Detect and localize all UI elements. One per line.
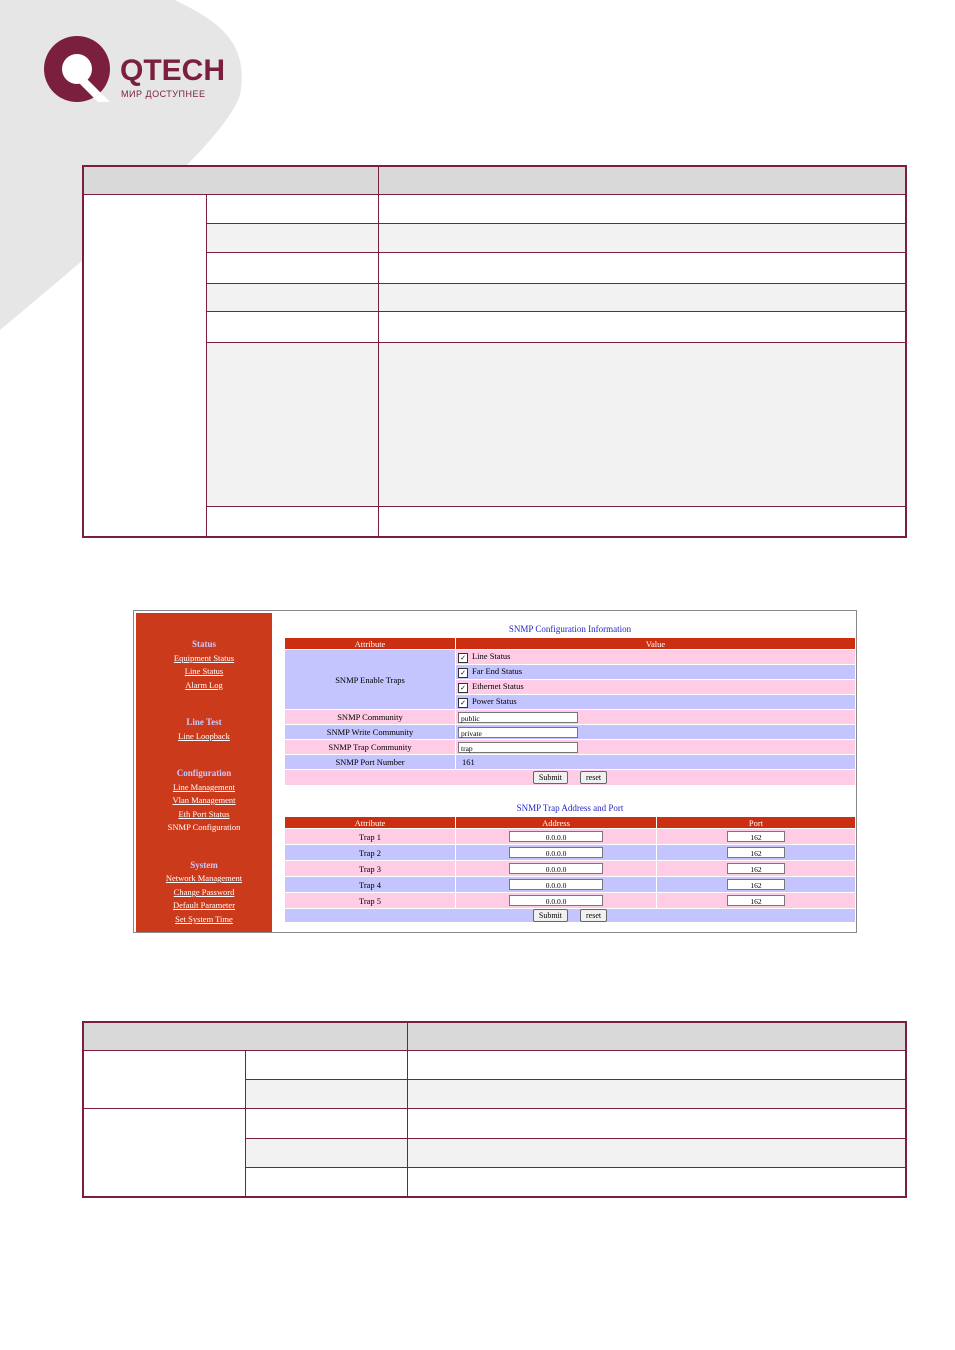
trap-option-ethernet-status[interactable] <box>456 680 855 694</box>
trap-option-power-status[interactable] <box>456 695 855 709</box>
trap-reset-button[interactable]: reset <box>580 909 607 922</box>
trap-option-label: Line Status <box>472 651 511 662</box>
submit-button[interactable]: Submit <box>533 771 568 784</box>
trap-actions <box>285 909 855 922</box>
snmp-config-screenshot <box>133 610 857 933</box>
sidebar-section-status: Status <box>191 639 216 649</box>
sidebar-link-line-status[interactable]: Line Status <box>184 666 224 676</box>
table-header-cell <box>378 166 906 195</box>
sidebar-link-default-parameter[interactable]: Default Parameter <box>172 900 236 910</box>
table-group-cell <box>83 1109 245 1197</box>
table-header-cell <box>83 1022 407 1051</box>
trap-row <box>285 893 855 908</box>
snmp-config-title: SNMP Configuration Information <box>508 624 632 634</box>
trap-option-label: Far End Status <box>472 666 523 677</box>
table-cell <box>206 224 378 253</box>
trap-address-input[interactable]: 0.0.0.0 <box>509 831 603 842</box>
sidebar-section-line-test: Line Test <box>186 717 222 727</box>
reset-button[interactable]: reset <box>580 771 607 784</box>
enable-traps-label: SNMP Enable Traps <box>285 650 455 709</box>
table-cell <box>378 195 906 224</box>
column-header-attribute: Attribute <box>285 638 455 649</box>
qtech-logo-mark-icon <box>40 32 120 112</box>
table-cell <box>245 1080 407 1109</box>
trap-port-input[interactable]: 162 <box>727 863 785 874</box>
trap-address-input[interactable]: 0.0.0.0 <box>509 863 603 874</box>
brand-tagline: МИР ДОСТУПНЕЕ <box>121 89 206 99</box>
sidebar-link-alarm-log[interactable]: Alarm Log <box>185 680 223 690</box>
trap-label: Trap 4 <box>358 879 382 890</box>
table-cell <box>206 195 378 224</box>
table-group-cell <box>83 195 206 537</box>
port-number-label: SNMP Port Number <box>335 757 405 767</box>
snmp-config-table <box>284 637 856 786</box>
checkbox-checked-icon[interactable]: ✓ <box>458 668 468 678</box>
table-cell <box>378 284 906 312</box>
trap-address-input[interactable]: 0.0.0.0 <box>509 847 603 858</box>
snmp-actions <box>285 770 855 785</box>
table-cell <box>407 1168 906 1197</box>
table-cell <box>245 1168 407 1197</box>
community-label: SNMP Community <box>337 712 403 722</box>
trap-label: Trap 2 <box>358 847 382 858</box>
trap-port-input[interactable]: 162 <box>727 895 785 906</box>
trap-table-title: SNMP Trap Address and Port <box>516 803 624 813</box>
sidebar-section-system: System <box>190 860 218 870</box>
sidebar-link-line-management[interactable]: Line Management <box>172 782 236 792</box>
document-table-1 <box>82 165 907 538</box>
trap-address-input[interactable]: 0.0.0.0 <box>509 879 603 890</box>
trap-row <box>285 861 855 876</box>
checkbox-checked-icon[interactable]: ✓ <box>458 683 468 693</box>
trap-option-label: Ethernet Status <box>472 681 524 692</box>
table-cell <box>378 507 906 537</box>
table-header-cell <box>407 1022 906 1051</box>
column-header-port: Port <box>657 817 855 828</box>
trap-submit-button[interactable]: Submit <box>533 909 568 922</box>
table-cell <box>407 1109 906 1139</box>
table-cell <box>378 343 906 507</box>
community-input[interactable]: public <box>458 712 578 723</box>
sidebar-link-vlan-management[interactable]: Vlan Management <box>172 795 236 805</box>
trap-label: Trap 1 <box>358 831 382 842</box>
port-number-value: 161 <box>462 757 475 767</box>
table-cell <box>407 1051 906 1080</box>
trap-address-table <box>284 816 856 923</box>
write-community-label: SNMP Write Community <box>326 727 414 737</box>
trap-address-input[interactable]: 0.0.0.0 <box>509 895 603 906</box>
table-header-cell <box>83 166 378 195</box>
snmp-main-panel <box>284 611 856 932</box>
brand-name: QTECH <box>120 54 225 87</box>
sidebar-link-network-management[interactable]: Network Management <box>165 873 243 883</box>
document-table-2 <box>82 1021 907 1198</box>
sidebar-link-snmp-configuration[interactable]: SNMP Configuration <box>167 822 241 832</box>
trap-option-far-end-status[interactable] <box>456 665 855 679</box>
trap-port-input[interactable]: 162 <box>727 847 785 858</box>
trap-option-label: Power Status <box>472 696 517 707</box>
table-cell <box>407 1080 906 1109</box>
table-cell <box>407 1139 906 1168</box>
table-cell <box>245 1109 407 1139</box>
sidebar-link-equipment-status[interactable]: Equipment Status <box>173 653 235 663</box>
sidebar-link-eth-port-status[interactable]: Eth Port Status <box>178 809 230 819</box>
sidebar-menu <box>136 613 272 933</box>
sidebar-link-set-system-time[interactable]: Set System Time <box>175 914 233 924</box>
table-group-cell <box>83 1051 245 1109</box>
checkbox-checked-icon[interactable]: ✓ <box>458 653 468 663</box>
trap-row <box>285 829 855 844</box>
table-cell <box>206 343 378 507</box>
write-community-input[interactable]: private <box>458 727 578 738</box>
table-cell <box>378 312 906 343</box>
table-cell <box>245 1139 407 1168</box>
table-cell <box>206 253 378 284</box>
checkbox-checked-icon[interactable]: ✓ <box>458 698 468 708</box>
column-header-value: Value <box>456 638 855 649</box>
trap-row <box>285 877 855 892</box>
trap-community-input[interactable]: trap <box>458 742 578 753</box>
trap-port-input[interactable]: 162 <box>727 831 785 842</box>
trap-row <box>285 845 855 860</box>
trap-label: Trap 5 <box>358 895 382 906</box>
table-cell <box>378 253 906 284</box>
table-cell <box>206 312 378 343</box>
column-header-address: Address <box>456 817 656 828</box>
sidebar-link-line-loopback[interactable]: Line Loopback <box>178 731 230 741</box>
sidebar-section-configuration: Configuration <box>176 768 232 778</box>
table-cell <box>206 507 378 537</box>
trap-label: Trap 3 <box>358 863 382 874</box>
sidebar-link-change-password[interactable]: Change Password <box>173 887 235 897</box>
trap-port-input[interactable]: 162 <box>727 879 785 890</box>
table-cell <box>245 1051 407 1080</box>
trap-option-line-status[interactable] <box>456 650 855 664</box>
trap-community-label: SNMP Trap Community <box>328 742 412 752</box>
table-cell <box>378 224 906 253</box>
table-cell <box>206 284 378 312</box>
column-header-attribute: Attribute <box>285 817 455 828</box>
